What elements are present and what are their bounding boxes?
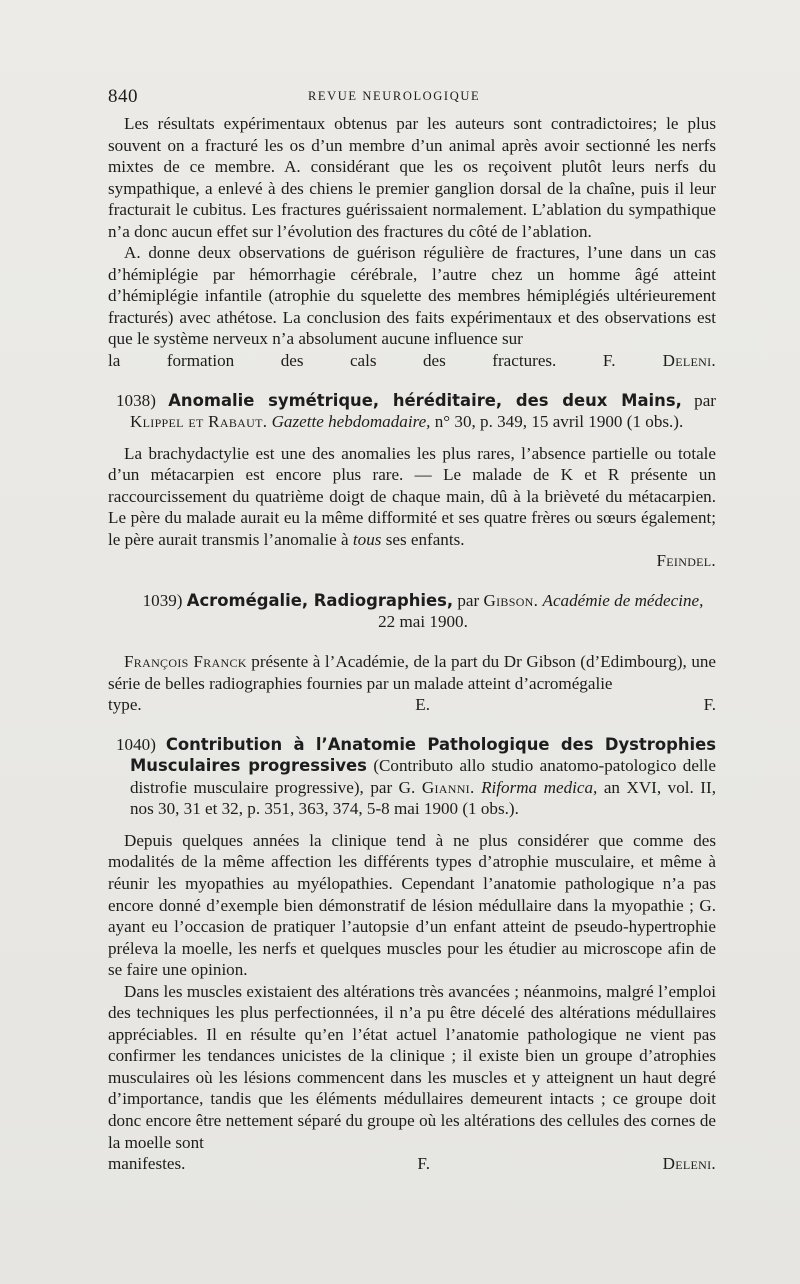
entry-1039-journal: Académie de médecine, bbox=[542, 590, 704, 610]
entry-1039-body-text: présente à l’Académie, de la part du Dr Gibson (d’Edimbourg), une série de belles radiographies fournies par un malade atteint d’acromégalie bbox=[108, 652, 717, 693]
entry-1038-title: Anomalie symétrique, héréditaire, des deux Mains, bbox=[168, 390, 682, 410]
entry-1040-heading bbox=[108, 734, 716, 820]
entry-1039-body bbox=[108, 651, 716, 694]
entry-1039-heading bbox=[108, 590, 716, 633]
entry-1039-title: Acromégalie, Radiographies, bbox=[186, 590, 454, 610]
entry-1040-journal: Riforma medica, bbox=[481, 777, 598, 797]
entry-1039-by: par bbox=[457, 590, 480, 610]
entry-1038-body bbox=[108, 443, 716, 551]
entry-1040-number: 1040) bbox=[116, 734, 156, 754]
entry-1039-date: 22 mai 1900. bbox=[378, 612, 468, 632]
entry-1039-signature: E. F. bbox=[415, 695, 716, 715]
entry-1039-last-line bbox=[108, 694, 716, 716]
entry-1040-last-line bbox=[108, 1153, 716, 1175]
entry-1040-author: Gianni. bbox=[421, 777, 475, 797]
entry-1038-signature: Feindel. bbox=[656, 551, 716, 571]
page-number: 840 bbox=[108, 86, 138, 107]
running-head: REVUE NEUROLOGIQUE bbox=[308, 89, 481, 103]
prev-review-last-text: la formation des cals des fractures. bbox=[108, 351, 557, 371]
entry-1038-journal: Gazette hebdomadaire, bbox=[271, 412, 431, 432]
entry-1038-number: 1038) bbox=[116, 390, 156, 410]
prev-review-paragraph-2: A. donne deux observations de guérison régulière de fractures, l’une dans un cas d’hémiplégie par hémorrhagie cérébrale, l’autre chez un homme âgé atteint d’hémiplégie infantile (atrophie du squelette des membres hémiplégiés ultérieurement fracturés) avec athétose. La conclusion des faits expérimentaux et des observations est que le système nerveux n’a absolument aucune influence sur bbox=[108, 243, 716, 349]
entry-1038-heading bbox=[108, 390, 716, 433]
entry-1038-citation: n° 30, p. 349, 15 avril 1900 (1 obs.). bbox=[434, 412, 684, 432]
article-body bbox=[108, 113, 716, 1175]
entry-1039-body-author: François Franck bbox=[124, 652, 247, 672]
entry-1040-paragraph-2: Dans les muscles existaient des altérations très avancées ; néanmoins, malgré l’emploi des techniques les plus perfectionnées, il n’a pu être décelé des altérations médullaires appréciables. Il en résulte qu’en l’état actuel l’anatomie pathologique ne vient pas confirmer les tendances unicistes de la clinique ; il existe bien un groupe d’atrophies musculaires où les lésions commencent dans les muscles et y atteignent un haut degré d’importance, tandis que les éléments médullaires demeurent intacts ; ce groupe doit donc encore être nettement séparé du groupe où les altérations des cellules des cornes de la moelle sont bbox=[108, 981, 716, 1152]
prev-review-paragraph-1: Les résultats expérimentaux obtenus par les auteurs sont contradictoires; le plus souvent on a fracturé les os d’un membre d’un animal après avoir sectionné les nerfs mixtes de ce membre. A. considérant que les os reçoivent plutôt leurs nerfs du sympathique, a enlevé à des chiens le premier ganglion dorsal de la chaîne, puis il leur fracturait le cubitus. Les fractures guérissaient normalement. L’ablation du sympathique n’a donc aucun effet sur l’évolution des fractures du côté de l’ablation. bbox=[108, 114, 716, 241]
entry-1040-title: Contribution à l’Anatomie Pathologique des Dystrophies Musculaires progressives bbox=[130, 734, 716, 776]
prev-review-signature: F. Deleni. bbox=[602, 351, 716, 371]
entry-1040-paragraph-1: Depuis quelques années la clinique tend à ne plus considérer que comme des modalités de la même affection les différents types d’atrophie musculaire, et même à réunir les myopathies au myélopathies. Cependant l’anatomie pathologique n’a pas encore donné d’exemple bien démonstratif de lésion médullaire dans la myopathie ; G. ayant eu l’occasion de pratiquer l’autopsie d’un enfant atteint de pseudo-hypertrophie préleva la moelle, les nerfs et quelques muscles pour les étudier au microscope afin de se faire une opinion. bbox=[108, 830, 716, 980]
entry-1039-number: 1039) bbox=[142, 590, 183, 610]
entry-1038-by: par bbox=[694, 390, 716, 410]
entry-1038-body-end: ses enfants. bbox=[385, 529, 465, 549]
entry-1038-body-text: La brachydactylie est une des anomalies les plus rares, l’absence partielle ou totale d’un métacarpien est encore plus rare. — Le malade de K et R présente un raccourcissement du quatrième doigt de chaque main, dû à la brièveté du métacarpien. Le père du malade aurait eu la même difformité et ses quatre frères ou sœurs également; le père aurait transmis l’anomalie à bbox=[108, 443, 716, 549]
page-header bbox=[108, 86, 708, 110]
entry-1038-authors: Klippel et Rabaut. bbox=[130, 412, 268, 432]
entry-1039-body-last: type. bbox=[108, 695, 142, 715]
entry-1040-title-rest: (Contributo allo studio anatomo-patologico delle distrofie musculaire progressive), par G. bbox=[130, 756, 717, 797]
entry-1040-body-last: manifestes. bbox=[108, 1154, 186, 1174]
entry-1040-citation: an XVI, vol. II, nos 30, 31 et 32, p. 351, 363, 374, 5-8 mai 1900 (1 obs.). bbox=[130, 777, 716, 819]
prev-review-last-line bbox=[108, 350, 716, 372]
entry-1039-author: Gibson. bbox=[483, 590, 539, 610]
entry-1040-signature: F. Deleni. bbox=[417, 1154, 716, 1174]
entry-1038-body-italic: tous bbox=[352, 529, 382, 549]
